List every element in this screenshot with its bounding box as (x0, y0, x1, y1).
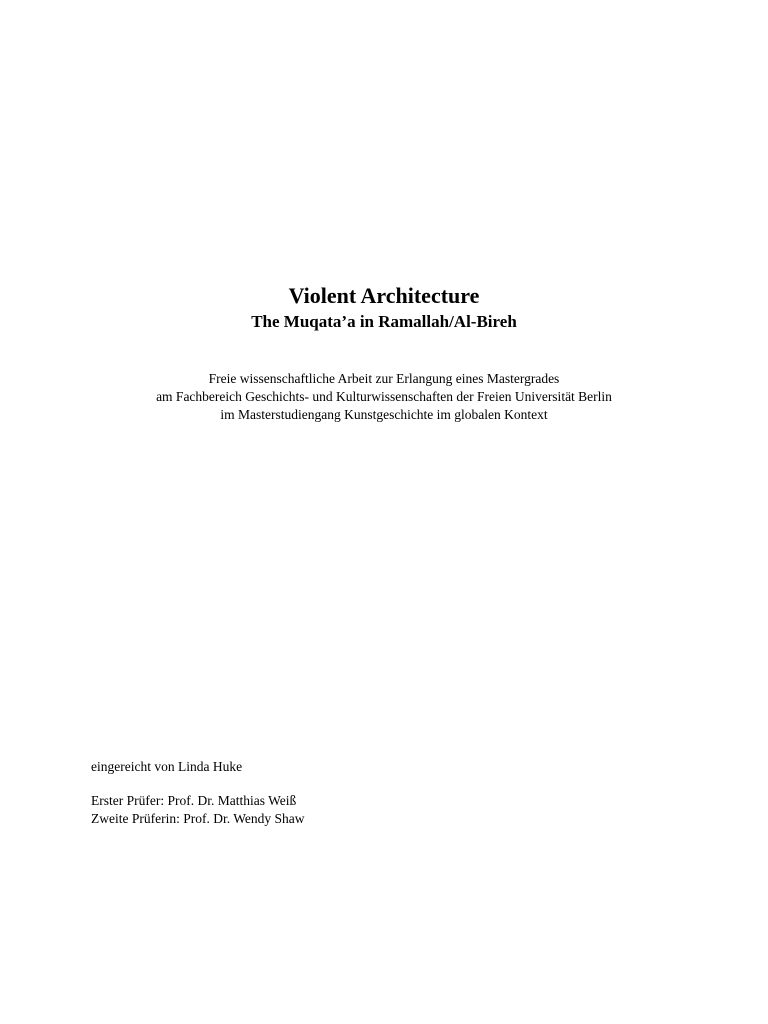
submitted-by: eingereicht von Linda Huke (91, 759, 243, 774)
examiners-block (91, 792, 305, 828)
document-title: Violent Architecture (288, 283, 480, 308)
first-examiner: Erster Prüfer: Prof. Dr. Matthias Weiß (91, 793, 297, 808)
thesis-description (0, 370, 768, 424)
title-block (0, 280, 768, 332)
document-subtitle: The Muqata’a in Ramallah/Al-Bireh (251, 312, 517, 331)
description-line-3: im Masterstudiengang Kunstgeschichte im globalen Kontext (220, 407, 548, 422)
description-line-2: am Fachbereich Geschichts- und Kulturwissenschaften der Freien Universität Berlin (156, 389, 612, 404)
second-examiner: Zweite Prüferin: Prof. Dr. Wendy Shaw (91, 811, 305, 826)
description-line-1: Freie wissenschaftliche Arbeit zur Erlangung eines Mastergrades (208, 371, 560, 386)
